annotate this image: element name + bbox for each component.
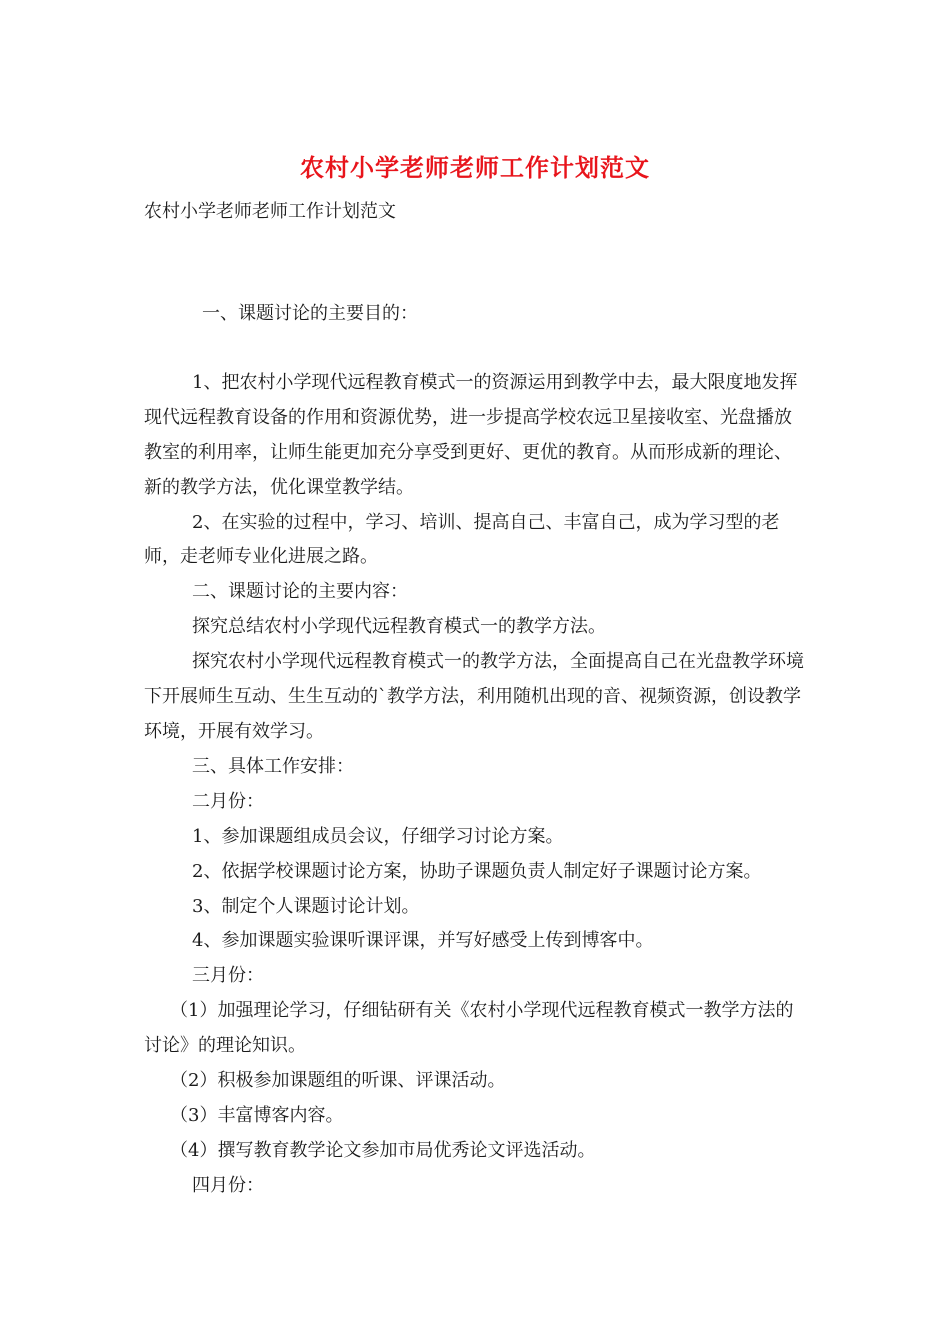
paragraph-purpose-1: 1、把农村小学现代远程教育模式一的资源运用到教学中去，最大限度地发挥现代远程教育设备的作用和资源优势，进一步提高学校农远卫星接收室、光盘播放教室的利用率，让师生能更加充分享受到更好、更优的教育。从而形成新的理论、新的教学方法，优化课堂教学结。 [144,371,798,498]
document-body [144,297,808,1204]
list-item: （1）加强理论学习，仔细钻研有关《农村小学现代远程教育模式一教学方法的讨论》的理论知识。 [144,1000,794,1057]
section-heading-purpose: 一、课题讨论的主要目的： [202,303,418,324]
paragraph-purpose-2: 2、在实验的过程中，学习、培训、提高自己、丰富自己，成为学习型的老师，走老师专业化进展之路。 [144,511,780,568]
month-heading-april: 四月份： [192,1174,264,1196]
paragraph-content-2: 探究农村小学现代远程教育模式一的教学方法，全面提高自己在光盘教学环境下开展师生互动、生生互动的`教学方法，利用随机出现的音、视频资源，创设教学环境，开展有效学习。 [144,651,804,742]
month-heading-march: 三月份： [192,965,264,987]
section-heading-content: 二、课题讨论的主要内容： [192,581,408,603]
list-item: （3）丰富博客内容。 [170,1104,344,1126]
list-item: （4）撰写教育教学论文参加市局优秀论文评选活动。 [170,1139,596,1161]
document-subtitle: 农村小学老师老师工作计划范文 [144,201,396,222]
list-item: （2）积极参加课题组的听课、评课活动。 [170,1070,506,1092]
list-item: 4、参加课题实验课听课评课，并写好感受上传到博客中。 [192,930,654,952]
list-item: 2、依据学校课题讨论方案，协助子课题负责人制定好子课题讨论方案。 [192,860,762,882]
month-heading-february: 二月份： [192,790,264,812]
paragraph-gap [144,332,808,366]
document-title: 农村小学老师老师工作计划范文 [300,153,650,182]
list-item: 1、参加课题组成员会议，仔细学习讨论方案。 [192,825,564,847]
list-item: 3、制定个人课题讨论计划。 [192,895,420,917]
section-heading-schedule: 三、具体工作安排： [192,755,354,777]
paragraph-content-1: 探究总结农村小学现代远程教育模式一的教学方法。 [192,616,606,638]
